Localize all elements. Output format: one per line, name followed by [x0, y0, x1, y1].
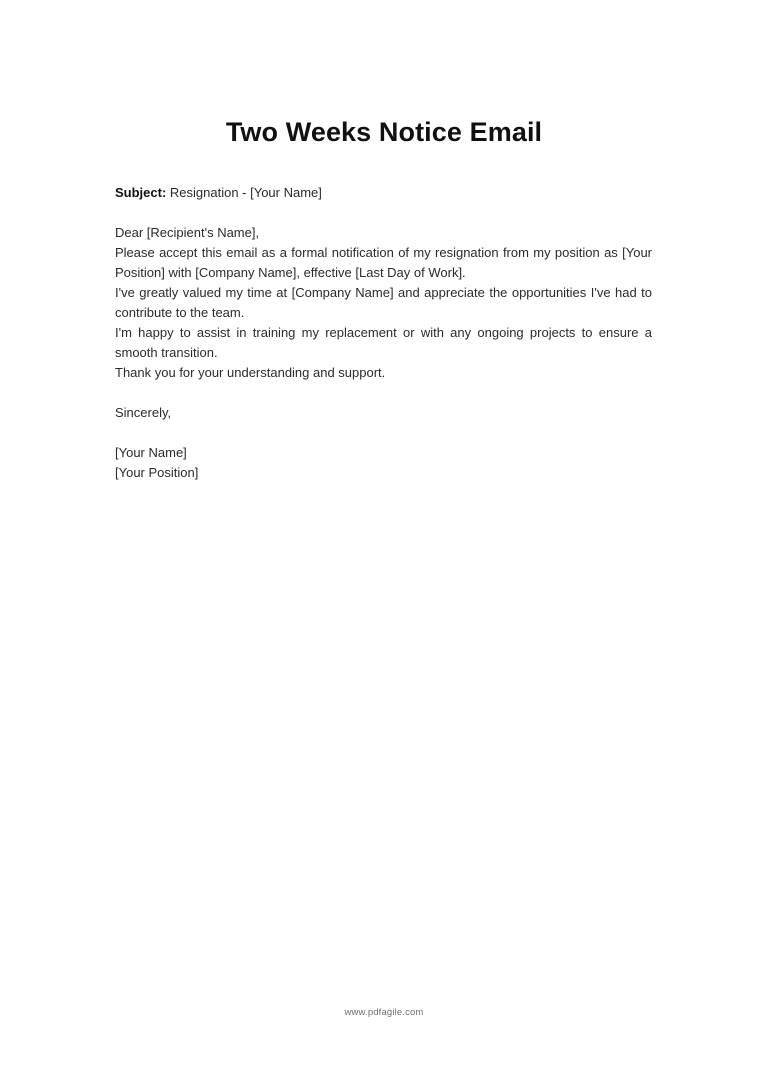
document-body [115, 183, 652, 483]
body-paragraph-4: Thank you for your understanding and support. [115, 365, 386, 380]
signature-position: [Your Position] [115, 465, 199, 480]
signature-name: [Your Name] [115, 445, 187, 460]
salutation: Dear [Recipient's Name], [115, 225, 260, 240]
page-title: Two Weeks Notice Email [225, 117, 543, 148]
body-paragraph-3: I'm happy to assist in training my replacement or with any ongoing projects to ensure a smooth transition. [115, 325, 652, 360]
spacer-after-subject [115, 203, 652, 223]
valediction: Sincerely, [115, 405, 172, 420]
letter-body [115, 223, 652, 383]
subject-label: Subject: [115, 185, 167, 200]
body-paragraph-2: I've greatly valued my time at [Company Name] and appreciate the opportunities I've had to contribute to the team. [115, 285, 652, 320]
spacer-before-signature [115, 423, 652, 443]
body-paragraph-1: Please accept this email as a formal notification of my resignation from my position as [Your Position] with [Company Name], effective [Last Day of Work]. [115, 245, 652, 280]
spacer-before-valediction [115, 383, 652, 403]
subject-value: Resignation - [Your Name] [166, 185, 322, 200]
subject-line [115, 183, 652, 203]
footer-website: www.pdfagile.com [344, 1007, 424, 1018]
